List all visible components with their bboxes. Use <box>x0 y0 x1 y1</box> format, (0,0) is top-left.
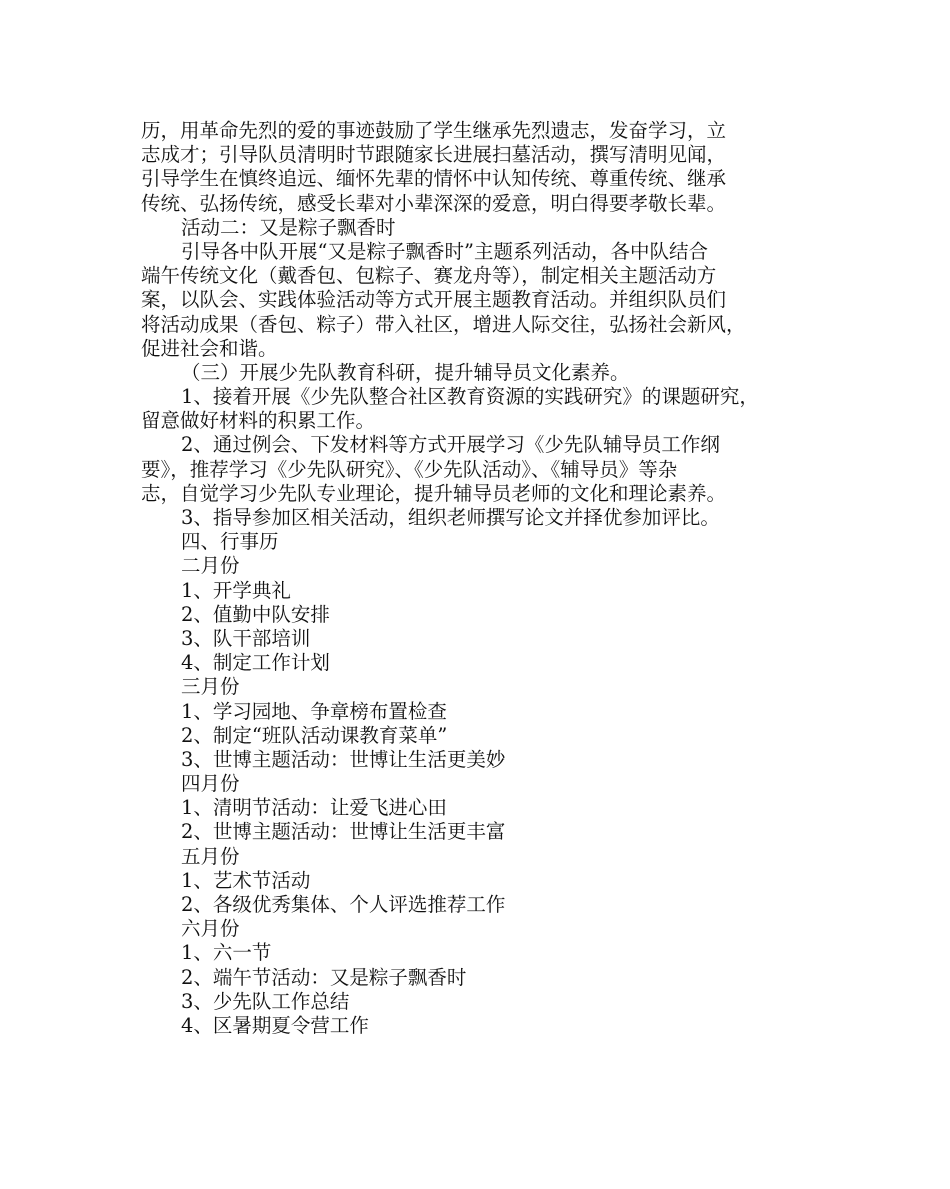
text-line: 1、清明节活动：让爱飞进心田 <box>181 796 447 820</box>
text-line: 志，自觉学习少先队专业理论，提升辅导员老师的文化和理论素养。 <box>141 481 727 505</box>
text-line: 四月份 <box>181 772 240 796</box>
document-body <box>141 119 821 1038</box>
text-line: 二月份 <box>181 554 240 578</box>
text-line: 3、世博主题活动：世博让生活更美妙 <box>181 747 506 771</box>
text-line: 将活动成果（香包、粽子）带入社区，增进人际交往，弘扬社会新风， <box>141 312 746 336</box>
text-line: 案，以队会、实践体验活动等方式开展主题教育活动。并组织队员们 <box>141 288 727 312</box>
text-line: 2、值勤中队安排 <box>181 602 330 626</box>
text-line: 引导各中队开展“又是粽子飘香时”主题系列活动，各中队结合 <box>181 239 708 263</box>
text-line: 1、开学典礼 <box>181 578 291 602</box>
text-line: 2、世博主题活动：世博让生活更丰富 <box>181 820 506 844</box>
text-line: 端午传统文化（戴香包、包粽子、赛龙舟等），制定相关主题活动方 <box>141 264 717 288</box>
text-line: 3、指导参加区相关活动，组织老师撰写论文并择优参加评比。 <box>181 506 720 529</box>
text-line: 六月份 <box>181 917 240 941</box>
text-line: 传统、弘扬传统，感受长辈对小辈深深的爱意，明白得要孝敬长辈。 <box>141 191 727 215</box>
text-line: 引导学生在慎终追远、缅怀先辈的情怀中认知传统、尊重传统、继承 <box>141 167 727 191</box>
text-line: 4、制定工作计划 <box>181 651 330 675</box>
text-line: 2、通过例会、下发材料等方式开展学习《少先队辅导员工作纲 <box>181 433 720 457</box>
text-line: 1、艺术节活动 <box>181 868 311 892</box>
text-line: 1、学习园地、争章榜布置检查 <box>181 699 447 723</box>
text-line: 2、各级优秀集体、个人评选推荐工作 <box>181 893 506 916</box>
text-line: 留意做好材料的积累工作。 <box>141 409 376 433</box>
text-line: 五月份 <box>181 844 240 868</box>
text-line: 2、端午节活动：又是粽子飘香时 <box>181 965 467 989</box>
text-line: 3、少先队工作总结 <box>181 989 350 1013</box>
text-line: 历，用革命先烈的爱的事迹鼓励了学生继承先烈遗志，发奋学习，立 <box>141 119 727 142</box>
text-line: 3、队干部培训 <box>181 626 311 650</box>
text-line: 促进社会和谐。 <box>141 336 278 360</box>
text-line: 1、六一节 <box>181 941 272 965</box>
text-line: 志成才；引导队员清明时节跟随家长进展扫墓活动，撰写清明见闻， <box>141 143 727 167</box>
text-line: 要》，推荐学习《少先队研究》、《少先队活动》、《辅导员》等杂 <box>141 457 678 481</box>
text-line: 4、区暑期夏令营工作 <box>181 1013 369 1037</box>
text-line: 四、行事历 <box>181 530 279 554</box>
text-line: 三月份 <box>181 675 240 699</box>
text-line: 2、制定“班队活动课教育菜单” <box>181 723 448 747</box>
text-line: （三）开展少先队教育科研，提升辅导员文化素养。 <box>181 360 630 384</box>
text-line: 1、接着开展《少先队整合社区教育资源的实践研究》的课题研究， <box>181 385 759 409</box>
text-line: 活动二：又是粽子飘香时 <box>181 215 396 239</box>
